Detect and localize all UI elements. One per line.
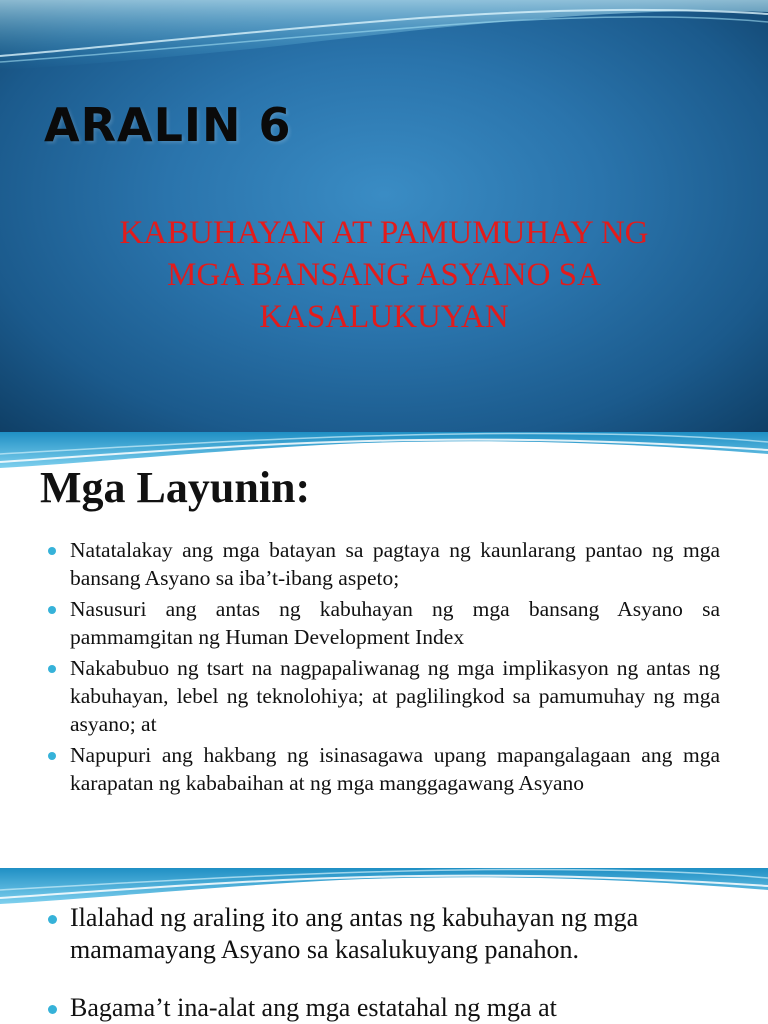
content-list xyxy=(48,902,728,1024)
subtitle-line: KASALUKUYAN xyxy=(259,299,509,335)
bullet-icon xyxy=(48,752,56,760)
list-item-text: Ilalahad ng araling ito ang antas ng kabuhayan ng mga mamamayang Asyano sa kasalukuyang panahon. xyxy=(70,903,639,964)
bullet-icon xyxy=(48,1005,57,1014)
list-item xyxy=(48,595,720,651)
list-item-text: Bagama’t ina-alat ang mga estatahal ng mga at xyxy=(70,993,557,1022)
list-item-text: Nakabubuo ng tsart na nagpapaliwanag ng mga implikasyon ng antas ng kabuhayan, lebel ng teknolohiya; at paglilingkod sa pamumuhay ng mga asyano; at xyxy=(70,656,720,736)
title-slide xyxy=(0,0,768,432)
objectives-slide xyxy=(0,432,768,868)
bullet-icon xyxy=(48,915,57,924)
list-item xyxy=(48,654,720,738)
slide-heading: Mga Layunin: xyxy=(40,463,311,512)
bullet-icon xyxy=(48,547,56,555)
objectives-list xyxy=(48,536,720,800)
bullet-icon xyxy=(48,665,56,673)
bullet-icon xyxy=(48,606,56,614)
content-slide xyxy=(0,868,768,1024)
slide-title: ARALIN 6 xyxy=(44,98,292,152)
list-item xyxy=(48,536,720,592)
slide-subtitle xyxy=(40,212,728,338)
subtitle-line: KABUHAYAN AT PAMUMUHAY NG xyxy=(119,215,649,251)
list-item-text: Natatalakay ang mga batayan sa pagtaya ng kaunlarang pantao ng mga bansang Asyano sa iba’t-ibang aspeto; xyxy=(70,538,720,590)
list-item xyxy=(48,902,728,966)
list-item-text: Napupuri ang hakbang ng isinasagawa upang mapangalagaan ang mga karapatan ng kababaihan at ng mga manggagawang Asyano xyxy=(70,743,720,795)
wave-decoration xyxy=(0,0,768,80)
subtitle-line: MGA BANSANG ASYANO SA xyxy=(167,257,601,293)
list-item-text: Nasusuri ang antas ng kabuhayan ng mga bansang Asyano sa pammamgitan ng Human Development Index xyxy=(70,597,720,649)
list-item xyxy=(48,992,728,1024)
list-item xyxy=(48,741,720,797)
